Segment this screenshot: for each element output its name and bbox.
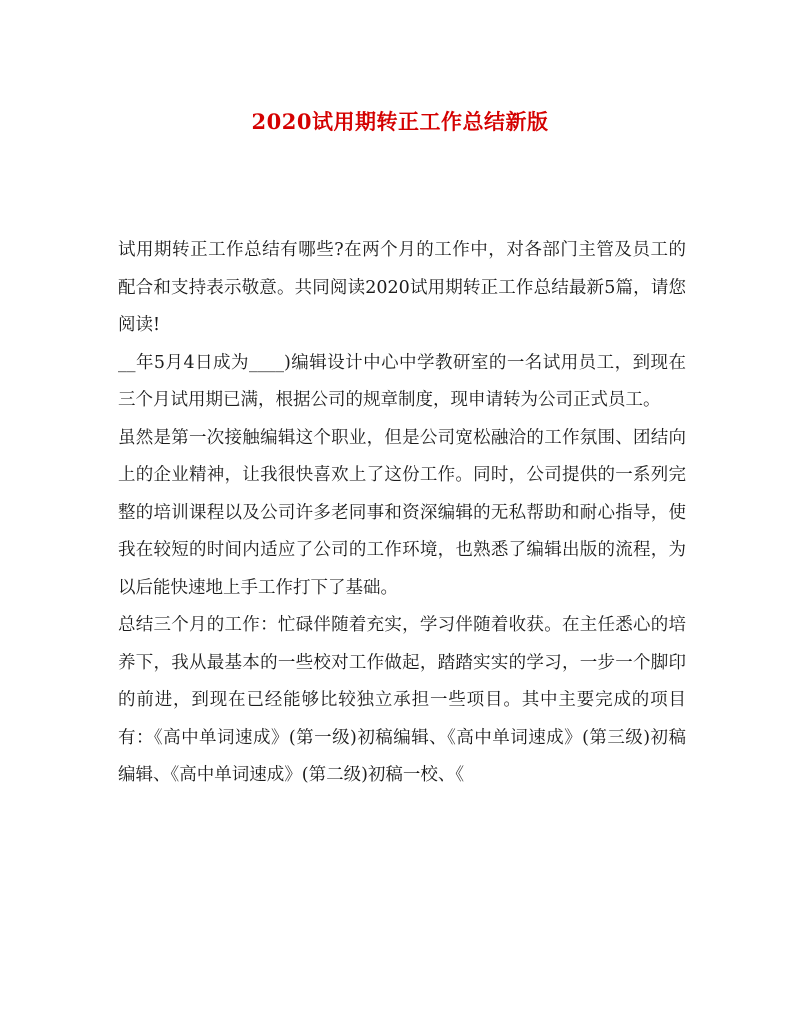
paragraph-summary: 总结三个月的工作：忙碌伴随着充实，学习伴随着收获。在主任悉心的培养下，我从最基本的一些校对工作做起，踏踏实实的学习，一步一个脚印的前进，到现在已经能够比较独立承担一些项目。其中主要完成的项目有：《高中单词速成》(第一级)初稿编辑、《高中单词速成》(第三级)初稿编辑、《高中单词速成》(第二级)初稿一校、《 [118,615,686,785]
paragraph-environment: 虽然是第一次接触编辑这个职业，但是公司宽松融洽的工作氛围、团结向上的企业精神，让我很快喜欢上了这份工作。同时，公司提供的一系列完整的培训课程以及公司许多老同事和资深编辑的无私帮助和耐心指导，使我在较短的时间内适应了公司的工作环境，也熟悉了编辑出版的流程，为以后能快速地上手工作打下了基础。 [118,427,686,598]
paragraph-intro: 试用期转正工作总结有哪些?在两个月的工作中，对各部门主管及员工的配合和支持表示敬意。共同阅读2020试用期转正工作总结最新5篇，请您阅读! [118,240,686,335]
document-title: 2020试用期转正工作总结新版 [251,109,549,134]
document-body [118,232,686,795]
paragraph-probation: __年5月4日成为____)编辑设计中心中学教研室的一名试用员工，到现在三个月试用期已满，根据公司的规章制度，现申请转为公司正式员工。 [118,352,686,410]
